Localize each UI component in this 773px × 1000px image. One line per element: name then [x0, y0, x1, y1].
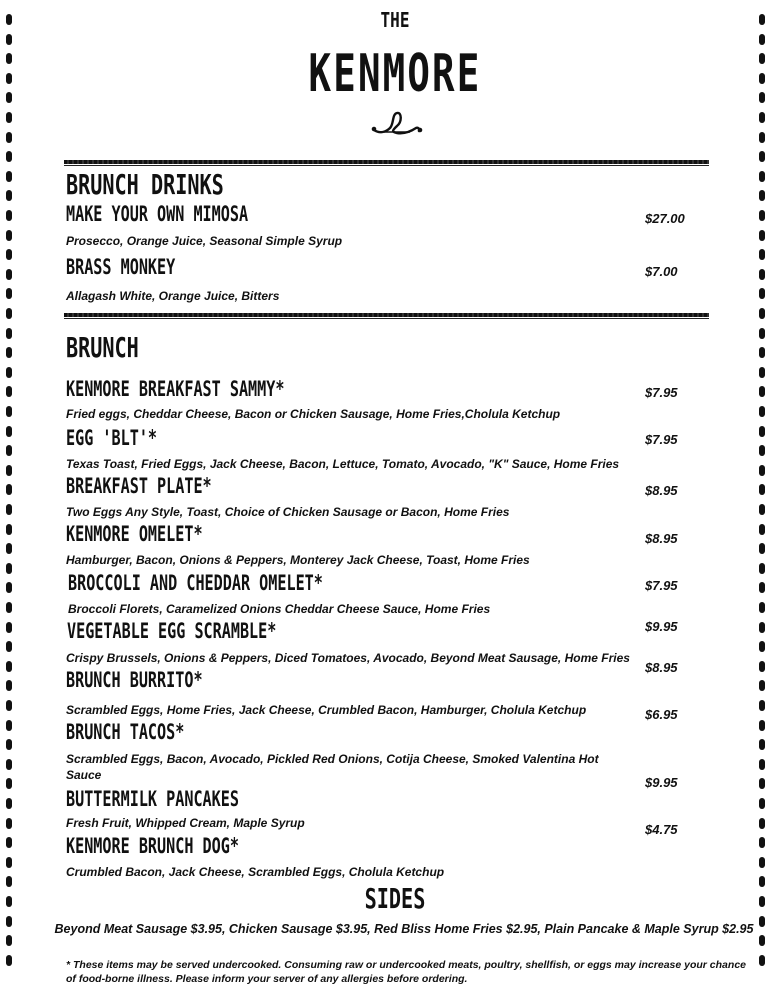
- border-dot: [6, 34, 12, 45]
- desc-brunch-tacos: Scrambled Eggs, Bacon, Avocado, Pickled Red Onions, Cotija Cheese, Smoked Valentina Hot: [66, 752, 599, 766]
- border-dot: [759, 171, 765, 182]
- border-dot: [6, 132, 12, 143]
- price-brunch-burrito: $8.95: [645, 660, 678, 675]
- price-broccoli-omelet: $7.95: [645, 578, 678, 593]
- border-dot: [759, 837, 765, 848]
- menu-item-broccoli-omelet: BROCCOLI AND CHEDDAR OMELET*: [68, 571, 323, 595]
- border-dot: [6, 465, 12, 476]
- price-brunch-dog: $4.75: [645, 822, 678, 837]
- border-dot: [759, 445, 765, 456]
- menu-item-buttermilk-pancakes: BUTTERMILK PANCAKES: [66, 787, 239, 811]
- border-dot: [759, 818, 765, 829]
- border-dot: [6, 896, 12, 907]
- border-dot: [759, 504, 765, 515]
- desc-broccoli-omelet: Broccoli Florets, Caramelized Onions Cheddar Cheese Sauce, Home Fries: [68, 602, 491, 616]
- border-dot: [759, 14, 765, 25]
- border-dot: [759, 602, 765, 613]
- desc-brunch-burrito: Scrambled Eggs, Home Fries, Jack Cheese, Crumbled Bacon, Hamburger, Cholula Ketchup: [66, 703, 587, 717]
- price-egg-blt: $7.95: [645, 432, 678, 447]
- border-dot: [6, 14, 12, 25]
- border-dot: [759, 367, 765, 378]
- border-dot: [6, 759, 12, 770]
- border-dot: [759, 955, 765, 966]
- desc-brunch-dog: Crumbled Bacon, Jack Cheese, Scrambled Eggs, Cholula Ketchup: [66, 865, 445, 879]
- section-title-brunch-drinks: BRUNCH DRINKS: [66, 168, 224, 201]
- undercooked-footnote: * These items may be served undercooked. Consuming raw or undercooked meats, poultry, shellfish, or eggs may increase your chance of food-borne illness. Please inform your server of any allergies before ordering.: [66, 959, 746, 985]
- border-dot: [759, 896, 765, 907]
- border-dot: [759, 328, 765, 339]
- border-dot: [759, 426, 765, 437]
- border-dot: [759, 249, 765, 260]
- border-dot: [6, 818, 12, 829]
- middle-divider: [64, 313, 709, 317]
- desc-brunch-tacos-continued: Sauce: [66, 768, 102, 782]
- section-title-sides: SIDES: [364, 882, 426, 915]
- restaurant-name: KENMORE: [308, 44, 482, 104]
- price-buttermilk-pancakes: $9.95: [645, 775, 678, 790]
- border-dot: [759, 778, 765, 789]
- price-breakfast-plate: $8.95: [645, 483, 678, 498]
- right-dotted-border: [759, 14, 765, 974]
- border-dot: [759, 112, 765, 123]
- menu-item-egg-blt: EGG 'BLT'*: [66, 426, 158, 450]
- desc-breakfast-sammy: Fried eggs, Cheddar Cheese, Bacon or Chicken Sausage, Home Fries,Cholula Ketchup: [66, 407, 561, 421]
- border-dot: [6, 308, 12, 319]
- border-dot: [6, 798, 12, 809]
- border-dot: [759, 759, 765, 770]
- left-dotted-border: [6, 14, 12, 974]
- border-dot: [6, 700, 12, 711]
- border-dot: [759, 876, 765, 887]
- border-dot: [759, 132, 765, 143]
- price-brass-monkey: $7.00: [645, 264, 678, 279]
- border-dot: [759, 73, 765, 84]
- border-dot: [759, 700, 765, 711]
- border-dot: [6, 367, 12, 378]
- border-dot: [6, 543, 12, 554]
- menu-item-brunch-burrito: BRUNCH BURRITO*: [66, 668, 203, 692]
- border-dot: [6, 641, 12, 652]
- border-dot: [759, 465, 765, 476]
- border-dot: [759, 386, 765, 397]
- border-dot: [759, 151, 765, 162]
- border-dot: [759, 269, 765, 280]
- border-dot: [6, 210, 12, 221]
- menu-item-kenmore-omelet: KENMORE OMELET*: [66, 522, 203, 546]
- border-dot: [6, 484, 12, 495]
- border-dot: [759, 582, 765, 593]
- border-dot: [6, 269, 12, 280]
- menu-item-breakfast-plate: BREAKFAST PLATE*: [66, 474, 212, 498]
- desc-brass-monkey: Allagash White, Orange Juice, Bitters: [66, 289, 280, 303]
- sides-list: Beyond Meat Sausage $3.95, Chicken Sausage $3.95, Red Bliss Home Fries $2.95, Plain Pancake & Maple Syrup $2.95: [54, 922, 754, 936]
- border-dot: [759, 288, 765, 299]
- border-dot: [6, 347, 12, 358]
- desc-buttermilk-pancakes: Fresh Fruit, Whipped Cream, Maple Syrup: [66, 816, 305, 830]
- border-dot: [6, 720, 12, 731]
- border-dot: [6, 935, 12, 946]
- border-dot: [759, 563, 765, 574]
- desc-egg-blt: Texas Toast, Fried Eggs, Jack Cheese, Bacon, Lettuce, Tomato, Avocado, "K" Sauce, Home Fries: [66, 457, 620, 471]
- menu-item-brunch-tacos: BRUNCH TACOS*: [66, 720, 185, 744]
- border-dot: [6, 837, 12, 848]
- menu-item-brunch-dog: KENMORE BRUNCH DOG*: [66, 834, 239, 858]
- border-dot: [6, 445, 12, 456]
- border-dot: [759, 347, 765, 358]
- border-dot: [759, 720, 765, 731]
- border-dot: [6, 857, 12, 868]
- border-dot: [759, 798, 765, 809]
- border-dot: [6, 739, 12, 750]
- border-dot: [6, 288, 12, 299]
- menu-item-brass-monkey: BRASS MONKEY: [66, 255, 176, 279]
- desc-vegetable-scramble: Crispy Brussels, Onions & Peppers, Diced Tomatoes, Avocado, Beyond Meat Sausage, Home Fries: [66, 651, 630, 665]
- border-dot: [6, 386, 12, 397]
- border-dot: [6, 151, 12, 162]
- flourish-ornament-icon: [370, 108, 424, 138]
- price-mimosa: $27.00: [645, 211, 685, 226]
- border-dot: [6, 249, 12, 260]
- border-dot: [759, 210, 765, 221]
- border-dot: [6, 53, 12, 64]
- border-dot: [759, 406, 765, 417]
- border-dot: [759, 857, 765, 868]
- border-dot: [6, 680, 12, 691]
- border-dot: [6, 622, 12, 633]
- border-dot: [6, 955, 12, 966]
- border-dot: [6, 171, 12, 182]
- price-breakfast-sammy: $7.95: [645, 385, 678, 400]
- border-dot: [759, 484, 765, 495]
- price-brunch-tacos: $6.95: [645, 707, 678, 722]
- border-dot: [759, 543, 765, 554]
- border-dot: [6, 73, 12, 84]
- border-dot: [6, 778, 12, 789]
- border-dot: [759, 935, 765, 946]
- price-vegetable-scramble: $9.95: [645, 619, 678, 634]
- border-dot: [759, 230, 765, 241]
- border-dot: [759, 53, 765, 64]
- border-dot: [759, 190, 765, 201]
- border-dot: [6, 406, 12, 417]
- top-divider: [64, 160, 709, 164]
- border-dot: [6, 92, 12, 103]
- border-dot: [6, 602, 12, 613]
- border-dot: [6, 230, 12, 241]
- border-dot: [6, 661, 12, 672]
- menu-item-mimosa: MAKE YOUR OWN MIMOSA: [66, 202, 249, 226]
- price-kenmore-omelet: $8.95: [645, 531, 678, 546]
- border-dot: [759, 641, 765, 652]
- border-dot: [6, 112, 12, 123]
- border-dot: [6, 876, 12, 887]
- border-dot: [759, 661, 765, 672]
- border-dot: [759, 680, 765, 691]
- desc-breakfast-plate: Two Eggs Any Style, Toast, Choice of Chicken Sausage or Bacon, Home Fries: [66, 505, 510, 519]
- border-dot: [6, 582, 12, 593]
- menu-item-vegetable-scramble: VEGETABLE EGG SCRAMBLE*: [67, 619, 277, 643]
- border-dot: [759, 34, 765, 45]
- section-title-brunch: BRUNCH: [66, 331, 139, 364]
- menu-item-breakfast-sammy: KENMORE BREAKFAST SAMMY*: [66, 377, 285, 401]
- desc-mimosa: Prosecco, Orange Juice, Seasonal Simple Syrup: [66, 234, 343, 248]
- desc-kenmore-omelet: Hamburger, Bacon, Onions & Peppers, Monterey Jack Cheese, Toast, Home Fries: [66, 553, 530, 567]
- border-dot: [759, 739, 765, 750]
- border-dot: [6, 524, 12, 535]
- border-dot: [6, 426, 12, 437]
- border-dot: [6, 328, 12, 339]
- border-dot: [6, 190, 12, 201]
- border-dot: [759, 524, 765, 535]
- border-dot: [6, 504, 12, 515]
- border-dot: [759, 622, 765, 633]
- border-dot: [759, 92, 765, 103]
- border-dot: [759, 308, 765, 319]
- border-dot: [6, 563, 12, 574]
- title-the: THE: [380, 8, 410, 32]
